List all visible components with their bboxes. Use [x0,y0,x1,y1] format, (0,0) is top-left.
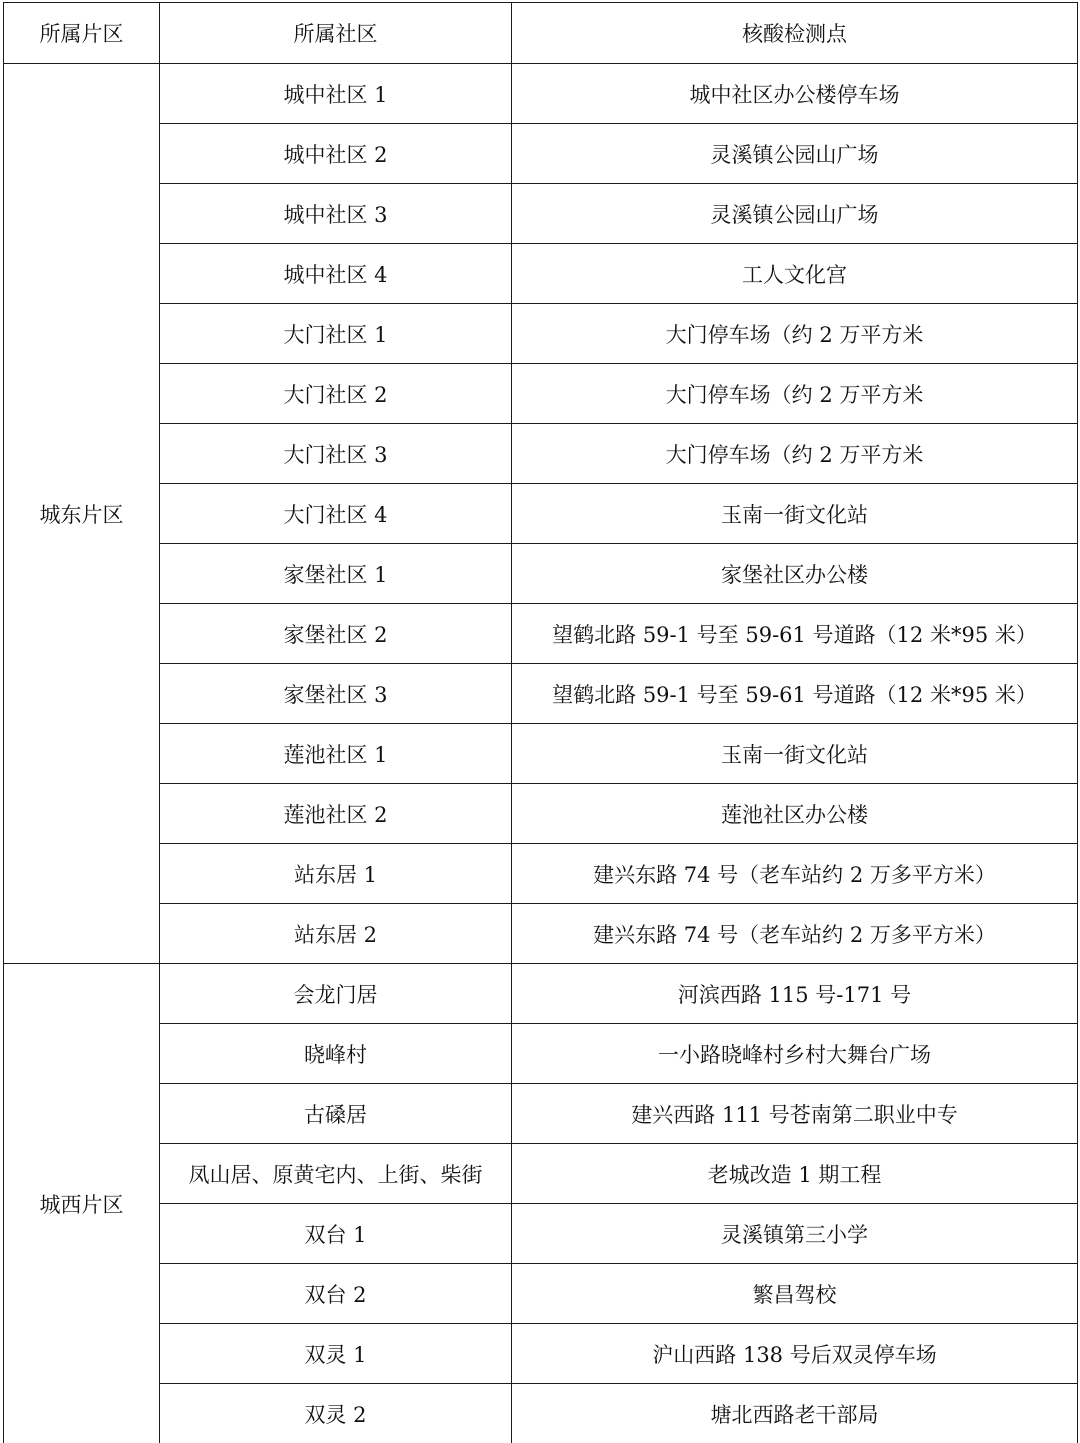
testing-site-cell: 望鹤北路 59-1 号至 59-61 号道路（12 米*95 米） [512,604,1078,664]
community-cell: 城中社区 2 [160,124,512,184]
table-row [4,244,1078,304]
community-cell: 大门社区 2 [160,364,512,424]
header-district: 所属片区 [4,3,160,64]
community-cell: 古磉居 [160,1084,512,1144]
table-row [4,1324,1078,1384]
testing-site-cell: 工人文化宫 [512,244,1078,304]
header-row [4,3,1078,64]
testing-site-cell: 大门停车场（约 2 万平方米 [512,364,1078,424]
table-row [4,124,1078,184]
community-cell: 凤山居、原黄宅内、上街、柴街 [160,1144,512,1204]
community-cell: 双台 1 [160,1204,512,1264]
table-row [4,1084,1078,1144]
district-cell: 城西片区 [4,964,160,1443]
testing-site-cell: 建兴东路 74 号（老车站约 2 万多平方米） [512,844,1078,904]
community-cell: 城中社区 3 [160,184,512,244]
testing-site-cell: 望鹤北路 59-1 号至 59-61 号道路（12 米*95 米） [512,664,1078,724]
table-row [4,1144,1078,1204]
testing-site-cell: 建兴西路 111 号苍南第二职业中专 [512,1084,1078,1144]
table-row [4,664,1078,724]
table-row [4,484,1078,544]
testing-site-cell: 河滨西路 115 号-171 号 [512,964,1078,1024]
table-row [4,184,1078,244]
testing-site-cell: 玉南一街文化站 [512,724,1078,784]
table-row [4,1204,1078,1264]
table-row [4,424,1078,484]
community-cell: 莲池社区 2 [160,784,512,844]
testing-site-cell: 繁昌驾校 [512,1264,1078,1324]
testing-site-cell: 灵溪镇公园山广场 [512,124,1078,184]
community-cell: 双台 2 [160,1264,512,1324]
table-row [4,64,1078,124]
table-row [4,544,1078,604]
table-row [4,604,1078,664]
header-testing-site: 核酸检测点 [512,3,1078,64]
community-cell: 莲池社区 1 [160,724,512,784]
testing-site-cell: 一小路晓峰村乡村大舞台广场 [512,1024,1078,1084]
testing-site-cell: 大门停车场（约 2 万平方米 [512,304,1078,364]
table-row [4,724,1078,784]
community-cell: 站东居 1 [160,844,512,904]
community-cell: 城中社区 1 [160,64,512,124]
community-cell: 晓峰村 [160,1024,512,1084]
district-cell: 城东片区 [4,64,160,964]
testing-site-cell: 家堡社区办公楼 [512,544,1078,604]
community-cell: 城中社区 4 [160,244,512,304]
testing-site-cell: 莲池社区办公楼 [512,784,1078,844]
table-row [4,1264,1078,1324]
community-cell: 家堡社区 3 [160,664,512,724]
table-row [4,364,1078,424]
testing-site-cell: 城中社区办公楼停车场 [512,64,1078,124]
community-cell: 双灵 1 [160,1324,512,1384]
community-cell: 站东居 2 [160,904,512,964]
community-cell: 家堡社区 2 [160,604,512,664]
table-body [4,64,1078,1443]
community-cell: 会龙门居 [160,964,512,1024]
table-row [4,304,1078,364]
testing-site-cell: 塘北西路老干部局 [512,1384,1078,1443]
table-row [4,784,1078,844]
testing-site-cell: 灵溪镇第三小学 [512,1204,1078,1264]
testing-sites-table [3,2,1078,1443]
testing-site-cell: 老城改造 1 期工程 [512,1144,1078,1204]
community-cell: 大门社区 4 [160,484,512,544]
table-row [4,904,1078,964]
testing-site-cell: 建兴东路 74 号（老车站约 2 万多平方米） [512,904,1078,964]
testing-site-cell: 大门停车场（约 2 万平方米 [512,424,1078,484]
community-cell: 大门社区 3 [160,424,512,484]
community-cell: 家堡社区 1 [160,544,512,604]
table-row [4,1024,1078,1084]
community-cell: 大门社区 1 [160,304,512,364]
testing-site-cell: 沪山西路 138 号后双灵停车场 [512,1324,1078,1384]
table-row [4,964,1078,1024]
table-row [4,1384,1078,1443]
testing-site-cell: 灵溪镇公园山广场 [512,184,1078,244]
table-row [4,844,1078,904]
header-community: 所属社区 [160,3,512,64]
testing-site-cell: 玉南一街文化站 [512,484,1078,544]
community-cell: 双灵 2 [160,1384,512,1443]
